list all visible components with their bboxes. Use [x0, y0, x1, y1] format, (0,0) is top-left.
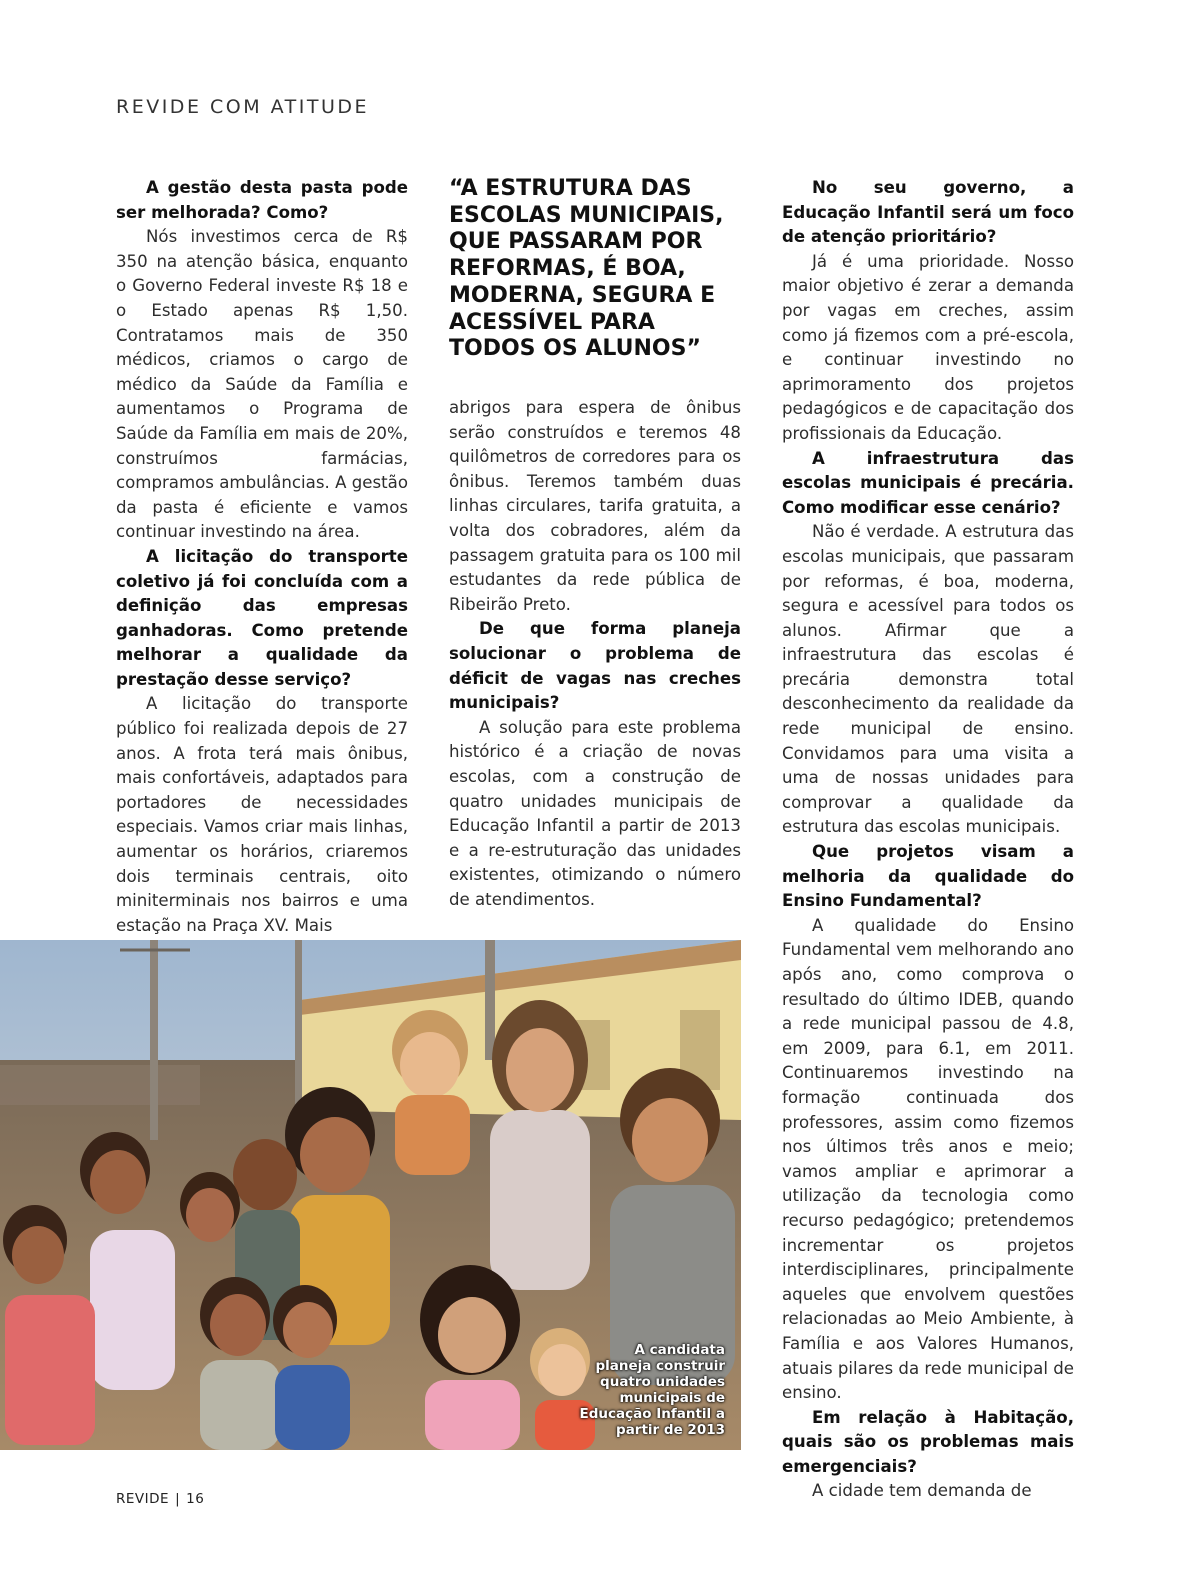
page-number: 16	[186, 1491, 205, 1507]
interview-answer: Nós investimos cerca de R$ 350 na atenção básica, enquanto o Governo Federal investe R$ 18 e o Estado apenas R$ 1,50. Contratamos mais de 350 médicos, criamos o cargo de médico da Saúde da Família e aumentamos o Programa de Saúde da Família em mais de 20%, construímos farmácias, compramos ambulâncias. A gestão da pasta é eficiente e vamos continuar investindo na área.	[116, 227, 408, 542]
candidate-with-children-photo	[0, 940, 741, 1450]
interview-question: No seu governo, a Educação Infantil será um foco de atenção prioritário?	[782, 178, 1074, 247]
article-column-3	[782, 176, 1074, 1504]
footer-separator: |	[175, 1491, 181, 1507]
interview-answer: abrigos para espera de ônibus serão construídos e teremos 48 quilômetros de corredores para os ônibus. Teremos também duas linhas circulares, tarifa gratuita, a volta dos cobradores, além da passagem gratuita para os 100 mil estudantes da rede pública de Ribeirão Preto.	[449, 398, 741, 614]
interview-question: A licitação do transporte coletivo já foi concluída com a definição das empresas ganhadoras. Como pretende melhorar a qualidade da prestação desse serviço?	[116, 546, 408, 689]
interview-question: De que forma planeja solucionar o problema de déficit de vagas nas creches municipais?	[449, 619, 741, 713]
interview-answer: A qualidade do Ensino Fundamental vem melhorando ano após ano, como comprova o resultado do último IDEB, quando a rede municipal passou de 4.8, em 2009, para 6.1, em 2011. Continuaremos investindo na formação continuada dos professores, assim como fizemos nos últimos três anos e meio; vamos ampliar e aprimorar a utilização da tecnologia como recurso pedagógico; pretendemos incrementar os projetos interdisciplinares, principalmente aqueles que envolvem questões relacionadas ao Meio Ambiente, à Família e aos Valores Humanos, atuais pilares da rede municipal de ensino.	[782, 915, 1074, 1403]
interview-question: A gestão desta pasta pode ser melhorada? Como?	[116, 178, 408, 222]
pull-quote: “A ESTRUTURA DAS ESCOLAS MUNICIPAIS, QUE PASSARAM POR REFORMAS, É BOA, MODERNA, SEGURA E ACESSÍVEL PARA TODOS OS ALUNOS”	[449, 176, 724, 362]
interview-answer: A solução para este problema histórico é a criação de novas escolas, com a construção de quatro unidades municipais de Educação Infantil a partir de 2013 e a re-estruturação das unidades existentes, otimizando o número de atendimentos.	[449, 717, 741, 909]
interview-answer: Já é uma prioridade. Nosso maior objetivo é zerar a demanda por vagas em creches, assim como já fizemos com a pré-escola, e continuar investindo no aprimoramento dos projetos pedagógicos e de capacitação dos profissionais da Educação.	[782, 251, 1074, 443]
article-column-1	[116, 176, 408, 938]
interview-answer: A cidade tem demanda de	[812, 1481, 1032, 1501]
interview-answer: Não é verdade. A estrutura das escolas municipais, que passaram por reformas, é boa, moderna, segura e acessível para todos os alunos. Afirmar que a infraestrutura das escolas é precária demonstra total desconhecimento da realidade da rede municipal de ensino. Convidamos para uma visita a uma de nossas unidades para comprovar a qualidade da estrutura das escolas municipais.	[782, 522, 1074, 837]
photo-caption: A candidata planeja construir quatro unidades municipais de Educação Infantil a partir de 2013	[579, 1342, 725, 1438]
interview-question: Em relação à Habitação, quais são os problemas mais emergenciais?	[782, 1407, 1074, 1476]
magazine-name: REVIDE	[116, 1491, 170, 1507]
interview-answer: A licitação do transporte público foi realizada depois de 27 anos. A frota terá mais ônibus, mais confortáveis, adaptados para portadores de necessidades especiais. Vamos criar mais linhas, aumentar os horários, criaremos dois terminais centrais, oito miniterminais nos bairros e uma estação na Praça XV. Mais	[116, 694, 408, 935]
interview-question: Que projetos visam a melhoria da qualidade do Ensino Fundamental?	[782, 842, 1074, 911]
article-column-2	[449, 396, 741, 912]
section-header: REVIDE COM ATITUDE	[116, 96, 370, 118]
interview-question: A infraestrutura das escolas municipais é precária. Como modificar esse cenário?	[782, 448, 1074, 517]
page-footer	[116, 1491, 204, 1507]
